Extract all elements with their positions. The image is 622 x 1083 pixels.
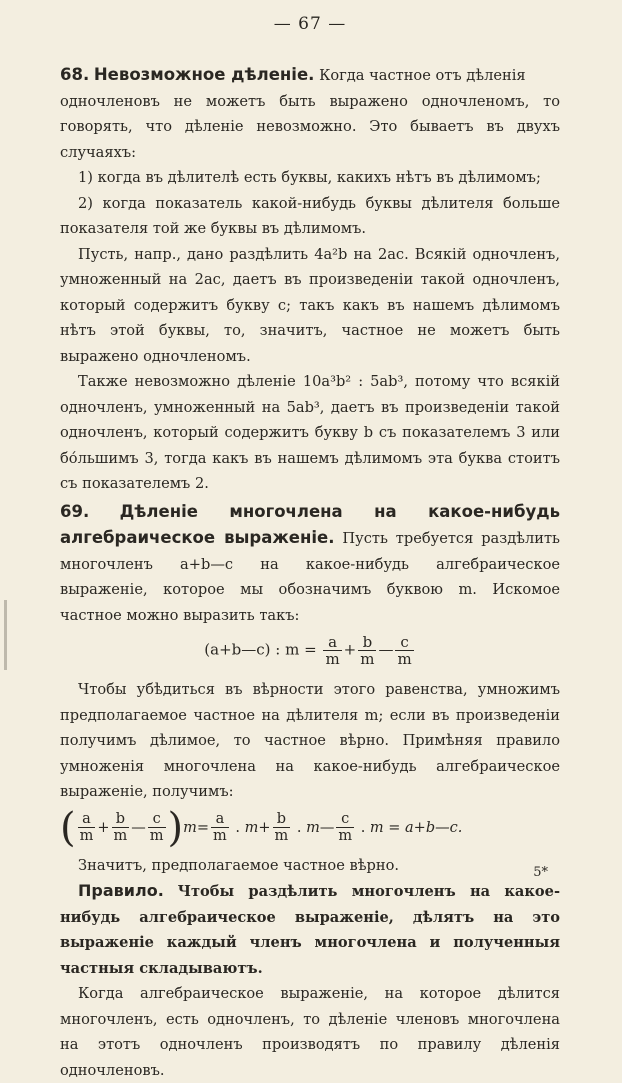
section-68-para-3: Также невозможно дѣленіе 10a³b² : 5ab³, потому что всякій одночленъ, умноженный на 5ab³, даетъ въ произведеніи такой одночленъ, который содержитъ букву b съ показателемъ 3 или бо́льшимъ 3, тогда какъ въ нашемъ дѣлимомъ эта буква стоитъ съ показателемъ 2. xyxy=(60,373,560,492)
section-69-number: 69. xyxy=(60,501,90,521)
section-68-number: 68. xyxy=(60,65,90,84)
section-69-para-1: Пусть требуется раздѣлить многочленъ a+b—c на какое-нибудь алгебраическое выраженіе, которое мы обозначимъ буквою m. Искомое частное можно выразить такъ: xyxy=(60,530,561,624)
case-1: 1) когда въ дѣлителѣ есть буквы, какихъ нѣтъ въ дѣлимомъ; xyxy=(78,169,541,186)
section-68-title: Невозможное дѣленіе. xyxy=(93,65,315,84)
section-69-para-2: Чтобы убѣдиться въ вѣрности этого равенства, умножимъ предполагаемое частное на дѣлителя m; если въ произведеніи получимъ дѣлимое, то частное вѣрно. Примѣняя правило умноженія многочлена на какое-нибудь алгебраическое выраженіе, получимъ: xyxy=(60,681,560,800)
formula-quotient: (a+b—c) : m = $\frac{a}{m}$ + $\frac{b}{m}$ — $\frac{c}{m}$ xyxy=(204,633,412,668)
section-69-title: Дѣленіе многочлена на какое-нибудь алгебраическое выраженіе. xyxy=(60,501,560,547)
signature-mark: 5* xyxy=(533,865,548,880)
page-number: — 67 — xyxy=(273,14,347,34)
section-68-lead: Когда частное отъ дѣленія xyxy=(319,67,526,84)
section-68-heading-line xyxy=(60,62,560,89)
fraction-b-over-m: $\frac{b}{m}$ xyxy=(360,633,375,668)
rule-paragraph xyxy=(60,878,560,981)
rule-title: Правило. xyxy=(78,881,164,900)
section-69-heading-line xyxy=(60,499,560,629)
formula-lhs: (a+b—c) : m = xyxy=(204,640,317,659)
margin-smudge xyxy=(4,600,7,670)
formula-check: ( $\frac{a}{m}$ + $\frac{b}{m}$ — $\frac{c}{m}$ )m= $\frac{a}{m}$ . m+ $\frac{b}{m}$ . m— $\frac{c}{m}$ . m = a+b—c. xyxy=(60,804,463,851)
case-2: 2) когда показатель какой-нибудь буквы дѣлителя больше показателя той же буквы въ дѣлимомъ. xyxy=(60,194,560,237)
final-paragraph: Когда алгебраическое выраженіе, на которое дѣлится многочленъ, есть одночленъ, то дѣленіе членовъ многочлена на этотъ одночленъ производятъ по правилу дѣленія одночленовъ. xyxy=(60,985,560,1079)
fraction-a-over-m: $\frac{a}{m}$ xyxy=(325,633,340,668)
rule-text: Чтобы раздѣлить многочленъ на какое-нибудь алгебраическое выраженіе, дѣлятъ на это выраженіе каждый членъ многочлена и полученныя частныя складываютъ. xyxy=(60,883,561,977)
formula-check-tail: m = a+b—c. xyxy=(369,819,463,836)
section-68-para-2: Пусть, напр., дано раздѣлить 4a²b на 2ac. Всякій одночленъ, умноженный на 2ac, даетъ въ произведеніи такой одночленъ, который содержитъ букву c; такъ какъ въ нашемъ дѣлимомъ нѣтъ этой буквы, то, значитъ, частное не можетъ быть выражено одночленомъ. xyxy=(60,245,560,365)
fraction-c-over-m: $\frac{c}{m}$ xyxy=(397,633,412,668)
section-69-para-3: Значитъ, предполагаемое частное вѣрно. xyxy=(78,856,399,874)
page xyxy=(60,14,560,1083)
section-68-para-1: одночленовъ не можетъ быть выражено одночленомъ, то говорять, что дѣленіе невозможно. Это бываетъ въ двухъ случаяхъ: xyxy=(60,92,560,161)
